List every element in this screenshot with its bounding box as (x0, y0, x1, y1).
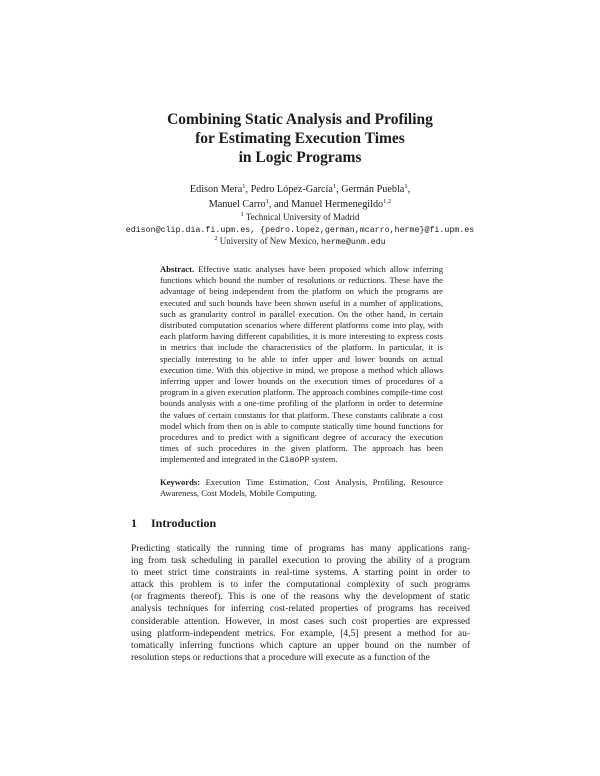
author-name: Manuel Hermenegildo (291, 199, 384, 210)
author-name: Manuel Carro (208, 199, 266, 210)
affiliation-number: 1 (240, 211, 244, 218)
keywords-paragraph (160, 477, 443, 499)
author-line (100, 182, 500, 197)
author-name: Edison Mera (189, 184, 243, 195)
body-line: resolution steps or reductions that a procedure will execute as a function of the (131, 652, 430, 663)
title-line: Combining Static Analysis and Profiling (167, 111, 433, 128)
author-affiliation-mark: 1 (404, 183, 408, 190)
keywords-label: Keywords: (160, 477, 201, 487)
keywords-text: Execution Time Estimation, Cost Analysis, Profiling, Resource Awareness, Cost Models, Mobile Computing. (160, 477, 443, 499)
email-list: edison@clip.dia.fi.upm.es, {pedro.lopez,german,mcarro,herme}@fi.upm.es (125, 225, 475, 235)
section-number: 1 (131, 516, 137, 530)
affiliation-number: 2 (214, 235, 218, 242)
title-line: for Estimating Execution Times (195, 130, 405, 147)
author-name: Germán Puebla (341, 184, 405, 195)
abstract-label: Abstract. (160, 264, 195, 274)
author-separator: , and (268, 199, 292, 210)
author-affiliation-mark: 1 (265, 198, 269, 205)
affiliation-2 (60, 236, 540, 249)
affiliation-email: herme@unm.edu (321, 238, 386, 247)
keywords (160, 477, 443, 499)
author-affiliation-mark: 1 (242, 183, 246, 190)
author-separator: , (336, 184, 342, 195)
author-separator: , (245, 184, 251, 195)
abstract-text-end: system. (309, 454, 338, 465)
affiliation-text: Technical University of Madrid (245, 212, 360, 222)
body-line: analysis techniques for inferring cost-related properties of programs has received (131, 604, 470, 615)
system-name: CiaoPP (279, 456, 310, 466)
section-title: Introduction (151, 516, 217, 530)
affiliations (60, 212, 540, 249)
author-affiliation-mark: 1 (332, 183, 337, 190)
introduction-body (131, 543, 470, 664)
author-affiliation-mark: 1,2 (383, 198, 392, 205)
section-heading (131, 516, 216, 531)
abstract (160, 264, 443, 467)
affiliation-text: University of New Mexico, (219, 236, 321, 246)
body-line: attack this problem is to infer the computational complexity of such programs (131, 580, 470, 591)
affiliation-1 (60, 212, 540, 224)
body-line: Predicting statically the running time of programs has many applications rang- (131, 544, 470, 554)
author-line (100, 197, 500, 212)
abstract-text: Effective static analyses have been proposed which allow inferring functions which bound the number of resolutions or reductions. These have the advantage of being independent from the platform on which the programs are executed and such bounds have been shown useful in a number of applications, such as granularity control in parallel execution. On the other hand, in certain distributed computation scenarios where different platforms come into play, with each platform having different capabilities, it is more interesting to express costs in metrics that include the characteristics of the platform. In particular, it is specially interesting to be able to infer upper and lower bounds on actual execution time. With this objective in mind, we propose a method which allows inferring upper and lower bounds on the execution times of procedures of a program in a given execution platform. The approach combines compile-time cost bounds analysis with a one-time profiling of the platform in order to determine the values of certain constants for that platform. These constants calibrate a cost model which from then on is able to compute statically time bound functions for procedures and to predict with a significant degree of accuracy the execution times of such procedures in the given platform. The approach has been implemented and integrated in the (160, 264, 443, 465)
author-name: Pedro López-García (250, 184, 333, 195)
body-line: tomatically inferring functions which capture an upper bound on the number of (131, 640, 470, 651)
author-separator: , (407, 184, 411, 195)
body-line: using platform-independent metrics. For example, [4,5] present a method for au- (131, 628, 470, 639)
abstract-paragraph (160, 264, 443, 467)
paper-title (100, 110, 500, 167)
title-line: in Logic Programs (238, 149, 362, 166)
body-line: (or fragments thereof). This is one of the reasons why the development of static (131, 592, 470, 603)
affiliation-emails (60, 224, 540, 237)
author-list (100, 182, 500, 212)
body-line: considerable attention. However, in most cases such cost properties are expressed (131, 616, 470, 627)
body-line: ing from task scheduling in parallel execution to proving the ability of a program (131, 556, 470, 567)
body-line: to meet strict time constraints in real-time systems. A starting point in order to (131, 568, 470, 579)
